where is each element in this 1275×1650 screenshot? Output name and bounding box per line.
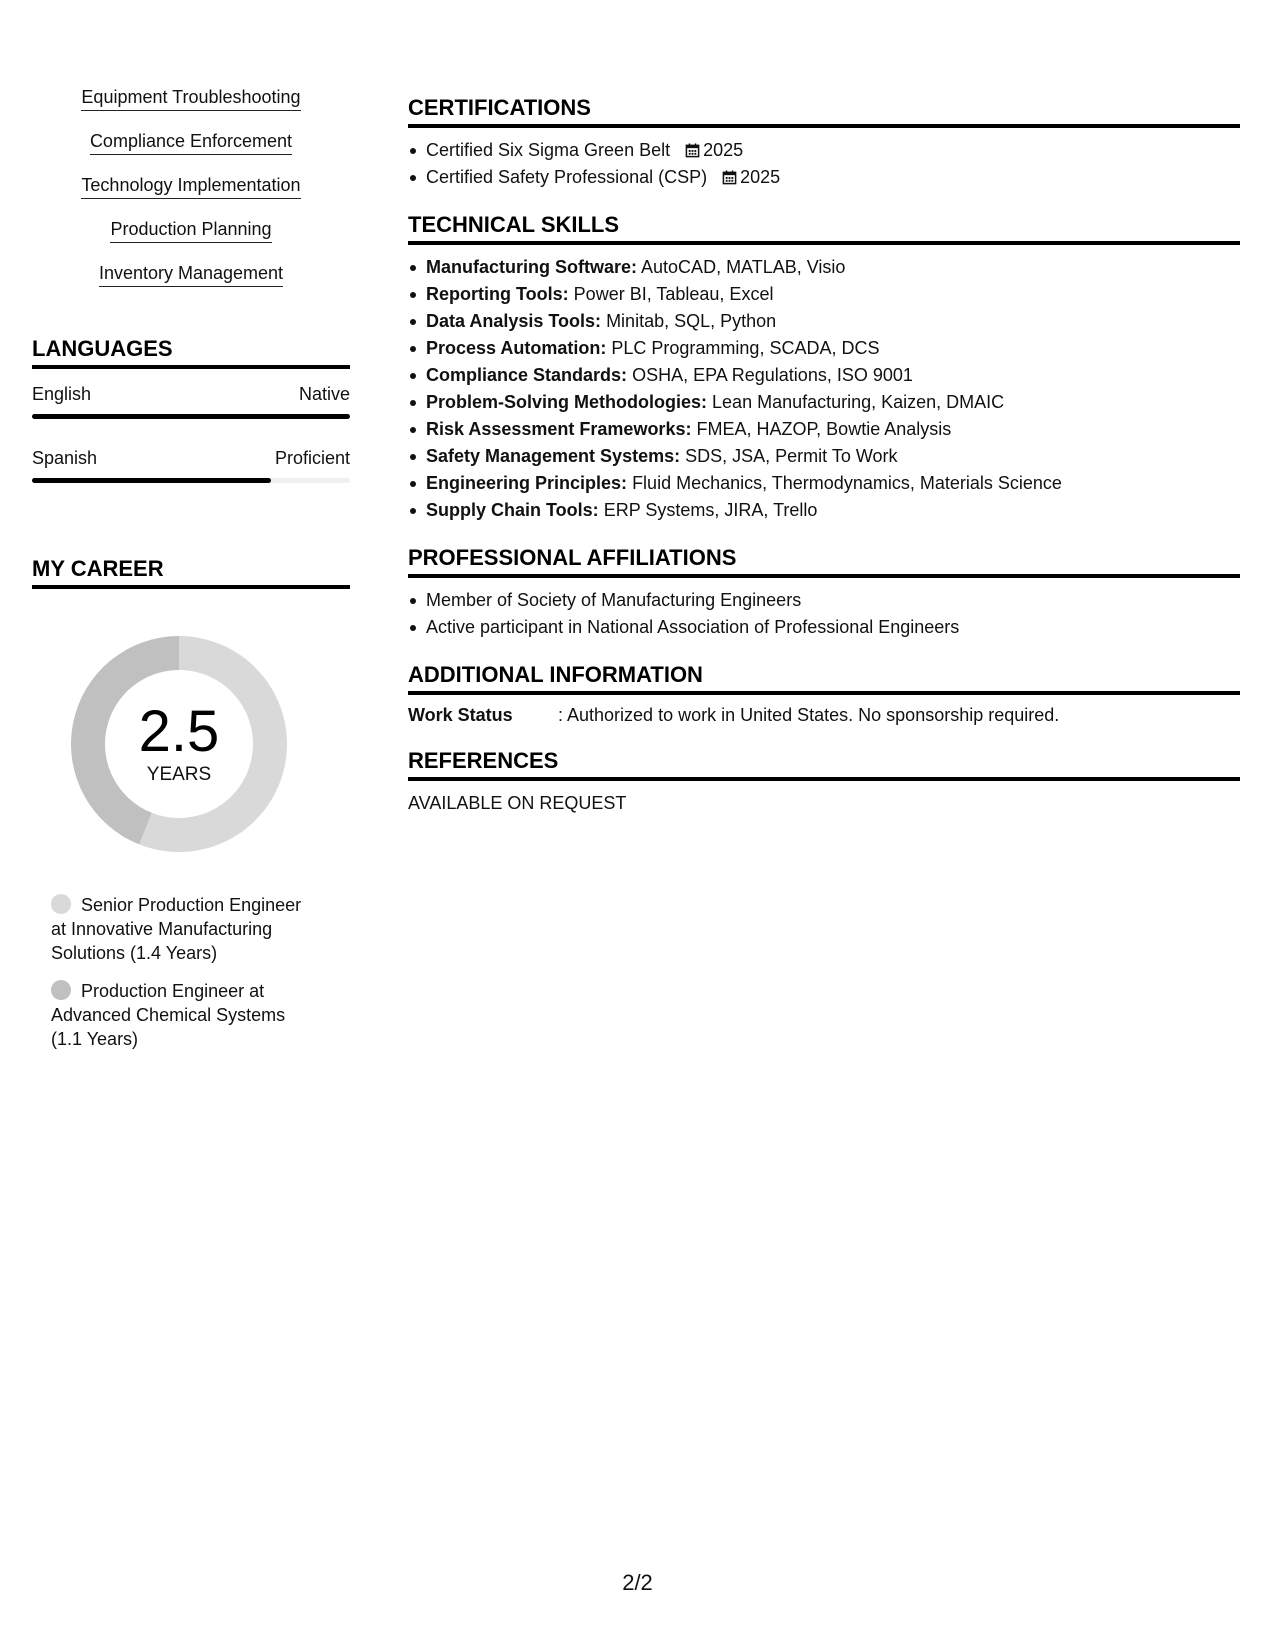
- list-item: [408, 470, 1240, 497]
- right-column: [408, 94, 1240, 815]
- language-name: English: [32, 384, 92, 404]
- skill-label: Data Analysis Tools:: [426, 311, 602, 331]
- list-item: [408, 389, 1240, 416]
- technical-skills-heading: TECHNICAL SKILLS: [408, 211, 1240, 245]
- language-spanish: [32, 447, 350, 483]
- list-item: [408, 335, 1240, 362]
- legend-text: Senior Production Engineer at Innovative Manufacturing Solutions (1.4 Years): [51, 895, 302, 963]
- legend-text: Production Engineer at Advanced Chemical Systems (1.1 Years): [51, 981, 286, 1049]
- list-item: [408, 164, 1240, 191]
- skill-value: OSHA, EPA Regulations, ISO 9001: [632, 365, 913, 385]
- career-donut-chart: [66, 631, 292, 857]
- legend-item: [51, 893, 312, 965]
- skill-label: Manufacturing Software:: [426, 257, 638, 277]
- skill-value: Power BI, Tableau, Excel: [573, 284, 774, 304]
- language-level: Proficient: [274, 448, 350, 468]
- career-heading: MY CAREER: [32, 555, 350, 589]
- language-bar-fill: [32, 414, 350, 419]
- skill-label: Engineering Principles:: [426, 473, 628, 493]
- list-item: [408, 281, 1240, 308]
- skill-label: Compliance Standards:: [426, 365, 628, 385]
- certification-name: Certified Six Sigma Green Belt: [426, 140, 671, 160]
- list-item: [408, 443, 1240, 470]
- certification-year: 2025: [740, 167, 781, 187]
- list-item: Active participant in National Association of Professional Engineers: [408, 614, 1240, 641]
- technical-skills-list: [408, 254, 1240, 524]
- skill-label: Supply Chain Tools:: [426, 500, 599, 520]
- skill-label: Process Automation:: [426, 338, 607, 358]
- list-item: [408, 497, 1240, 524]
- skill-label: Problem-Solving Methodologies:: [426, 392, 708, 412]
- certification-year: 2025: [703, 140, 744, 160]
- language-name: Spanish: [32, 448, 98, 468]
- skill-value: Lean Manufacturing, Kaizen, DMAIC: [712, 392, 1005, 412]
- affiliations-list: [408, 587, 1240, 641]
- skill-tag: Compliance Enforcement: [90, 130, 292, 155]
- career-unit: YEARS: [146, 764, 212, 785]
- affiliations-heading: PROFESSIONAL AFFILIATIONS: [408, 544, 1240, 578]
- skill-label: Risk Assessment Frameworks:: [426, 419, 692, 439]
- skill-tag: Production Planning: [110, 218, 271, 243]
- left-column: [32, 86, 350, 1065]
- certifications-list: [408, 137, 1240, 191]
- list-item: [408, 254, 1240, 281]
- skill-value: AutoCAD, MATLAB, Visio: [641, 257, 846, 277]
- skill-value: Minitab, SQL, Python: [606, 311, 777, 331]
- language-bar: [32, 478, 350, 483]
- skill-value: Fluid Mechanics, Thermodynamics, Materials Science: [632, 473, 1062, 493]
- legend-dot: [51, 894, 71, 914]
- skill-tag: Inventory Management: [99, 262, 283, 287]
- skill-tag: Technology Implementation: [81, 174, 300, 199]
- page-number: 2/2: [622, 1570, 653, 1595]
- career-total: 2.5: [138, 699, 220, 764]
- certification-name: Certified Safety Professional (CSP): [426, 167, 708, 187]
- work-status-row: [408, 703, 1240, 727]
- calendar-icon: [722, 170, 737, 185]
- core-skills-list: [32, 86, 350, 287]
- skill-value: ERP Systems, JIRA, Trello: [603, 500, 818, 520]
- certifications-heading: CERTIFICATIONS: [408, 94, 1240, 128]
- skill-label: Safety Management Systems:: [426, 446, 681, 466]
- skill-value: FMEA, HAZOP, Bowtie Analysis: [696, 419, 952, 439]
- work-status-value: : Authorized to work in United States. No sponsorship required.: [558, 705, 1060, 725]
- legend-item: [51, 979, 312, 1051]
- references-heading: REFERENCES: [408, 747, 1240, 781]
- skill-label: Reporting Tools:: [426, 284, 569, 304]
- language-bar-fill: [32, 478, 271, 483]
- references-text: AVAILABLE ON REQUEST: [408, 793, 627, 813]
- skill-value: SDS, JSA, Permit To Work: [685, 446, 898, 466]
- additional-info-heading: ADDITIONAL INFORMATION: [408, 661, 1240, 695]
- list-item: [408, 416, 1240, 443]
- list-item: [408, 362, 1240, 389]
- skill-value: PLC Programming, SCADA, DCS: [611, 338, 880, 358]
- language-bar: [32, 414, 350, 419]
- list-item: [408, 137, 1240, 164]
- career-legend: [32, 893, 312, 1051]
- language-english: [32, 383, 350, 419]
- list-item: Member of Society of Manufacturing Engineers: [408, 587, 1240, 614]
- languages-heading: LANGUAGES: [32, 335, 350, 369]
- skill-tag: Equipment Troubleshooting: [81, 86, 300, 111]
- legend-dot: [51, 980, 71, 1000]
- calendar-icon: [685, 143, 700, 158]
- list-item: [408, 308, 1240, 335]
- work-status-key: Work Status: [408, 705, 513, 725]
- language-level: Native: [298, 384, 350, 404]
